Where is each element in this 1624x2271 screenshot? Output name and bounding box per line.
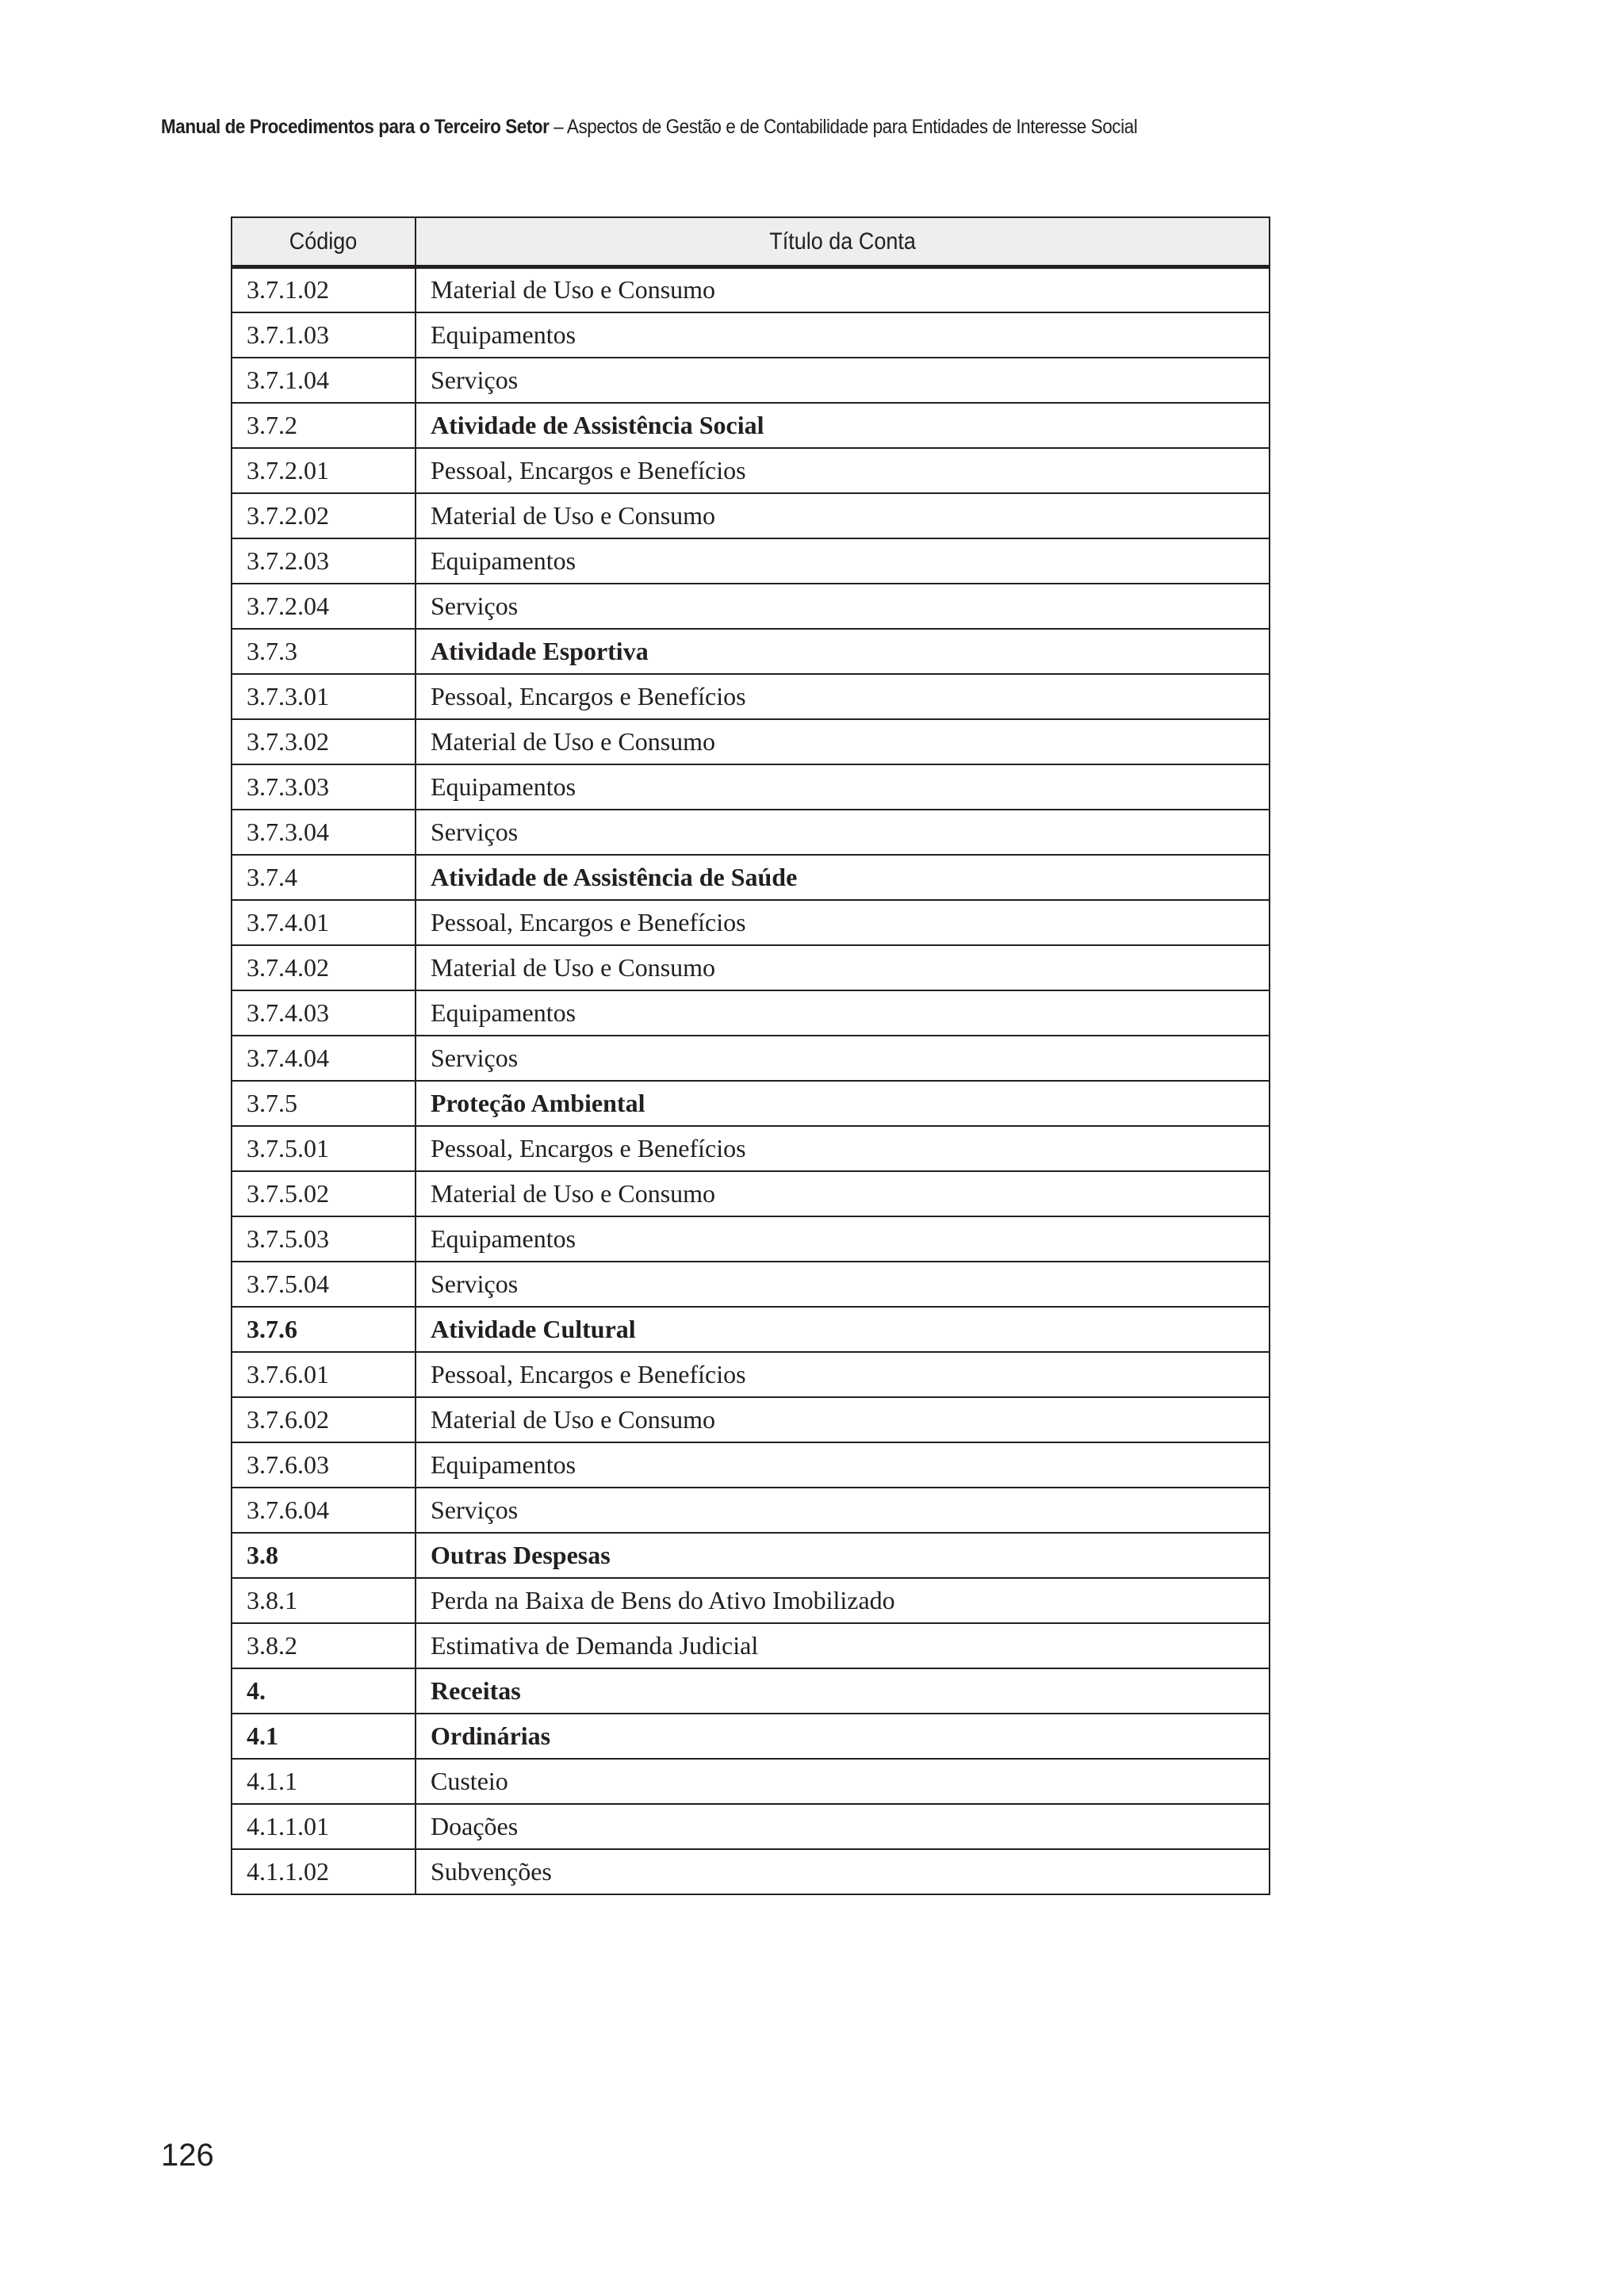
account-code-cell: 3.8.2 [232,1623,416,1668]
account-code-cell: 3.7.2.02 [232,493,416,538]
account-code-cell: 4.1.1.02 [232,1849,416,1894]
account-title-cell: Serviços [416,584,1270,629]
table-row [232,448,1270,493]
table-row [232,1307,1270,1352]
table-row [232,674,1270,719]
table-row [232,810,1270,855]
table-row [232,1714,1270,1759]
account-code-cell: 3.7.4 [232,855,416,900]
account-code-cell: 3.7.3 [232,629,416,674]
table-row [232,1081,1270,1126]
running-header [161,116,1137,139]
table-row [232,584,1270,629]
account-title-cell: Material de Uso e Consumo [416,267,1270,312]
accounts-table-container [231,216,1269,1895]
account-code-cell: 4. [232,1668,416,1714]
table-row [232,358,1270,403]
account-code-cell: 3.7.5.04 [232,1262,416,1307]
account-title-cell: Perda na Baixa de Bens do Ativo Imobilizado [416,1578,1270,1623]
account-title-cell: Pessoal, Encargos e Benefícios [416,900,1270,945]
account-title-cell: Equipamentos [416,1216,1270,1262]
account-title-cell: Material de Uso e Consumo [416,945,1270,990]
account-title-cell: Pessoal, Encargos e Benefícios [416,1126,1270,1171]
account-title-cell: Equipamentos [416,312,1270,358]
account-code-cell: 3.7.1.02 [232,267,416,312]
account-title-cell: Equipamentos [416,538,1270,584]
account-code-cell: 3.7.2.04 [232,584,416,629]
account-code-cell: 3.7.3.03 [232,764,416,810]
table-row [232,855,1270,900]
account-title-cell: Material de Uso e Consumo [416,1397,1270,1442]
account-title-cell: Estimativa de Demanda Judicial [416,1623,1270,1668]
table-row [232,1126,1270,1171]
account-title-cell: Pessoal, Encargos e Benefícios [416,1352,1270,1397]
account-title-cell: Material de Uso e Consumo [416,719,1270,764]
account-title-cell: Custeio [416,1759,1270,1804]
account-title-cell: Ordinárias [416,1714,1270,1759]
account-title-cell: Subvenções [416,1849,1270,1894]
table-row [232,403,1270,448]
table-row [232,900,1270,945]
table-row [232,1397,1270,1442]
account-title-cell: Equipamentos [416,764,1270,810]
table-row [232,312,1270,358]
table-row [232,764,1270,810]
account-title-cell: Material de Uso e Consumo [416,1171,1270,1216]
account-code-cell: 3.8.1 [232,1578,416,1623]
table-row [232,1262,1270,1307]
account-title-cell: Serviços [416,1036,1270,1081]
account-title-cell: Atividade Esportiva [416,629,1270,674]
account-code-cell: 3.7.4.03 [232,990,416,1036]
account-title-cell: Serviços [416,1262,1270,1307]
account-title-cell: Pessoal, Encargos e Benefícios [416,674,1270,719]
account-code-cell: 3.7.6.04 [232,1488,416,1533]
running-header-subtitle: – Aspectos de Gestão e de Contabilidade para Entidades de Interesse Social [549,116,1138,138]
account-code-cell: 4.1.1.01 [232,1804,416,1849]
table-row [232,538,1270,584]
account-code-cell: 3.7.3.04 [232,810,416,855]
table-header-row [232,217,1270,267]
accounts-table [231,216,1270,1895]
account-code-cell: 3.7.4.01 [232,900,416,945]
account-code-cell: 3.7.3.01 [232,674,416,719]
account-code-cell: 3.7.2 [232,403,416,448]
account-title-cell: Doações [416,1804,1270,1849]
account-code-cell: 3.7.3.02 [232,719,416,764]
table-row [232,945,1270,990]
account-title-cell: Equipamentos [416,990,1270,1036]
account-code-cell: 3.7.5.03 [232,1216,416,1262]
table-row [232,629,1270,674]
account-title-cell: Pessoal, Encargos e Benefícios [416,448,1270,493]
table-row [232,1488,1270,1533]
running-header-title: Manual de Procedimentos para o Terceiro Setor [161,116,550,138]
table-body [232,267,1270,1894]
account-title-cell: Atividade de Assistência de Saúde [416,855,1270,900]
table-row [232,1352,1270,1397]
account-title-cell: Serviços [416,358,1270,403]
account-code-cell: 3.7.6.01 [232,1352,416,1397]
table-row [232,1759,1270,1804]
account-code-cell: 3.7.5.02 [232,1171,416,1216]
account-code-cell: 3.7.4.04 [232,1036,416,1081]
account-title-cell: Atividade Cultural [416,1307,1270,1352]
table-row [232,1623,1270,1668]
table-row [232,1442,1270,1488]
account-code-cell: 3.7.6.02 [232,1397,416,1442]
account-title-cell: Atividade de Assistência Social [416,403,1270,448]
table-row [232,1171,1270,1216]
account-title-cell: Equipamentos [416,1442,1270,1488]
account-code-cell: 4.1.1 [232,1759,416,1804]
table-row [232,719,1270,764]
account-title-cell: Serviços [416,1488,1270,1533]
account-code-cell: 3.7.5 [232,1081,416,1126]
table-row [232,1036,1270,1081]
account-code-cell: 4.1 [232,1714,416,1759]
column-header-code: Código [232,217,416,267]
table-row [232,1668,1270,1714]
table-row [232,1216,1270,1262]
account-code-cell: 3.8 [232,1533,416,1578]
table-row [232,493,1270,538]
table-row [232,990,1270,1036]
account-code-cell: 3.7.6.03 [232,1442,416,1488]
account-code-cell: 3.7.1.03 [232,312,416,358]
account-title-cell: Material de Uso e Consumo [416,493,1270,538]
account-title-cell: Serviços [416,810,1270,855]
account-code-cell: 3.7.2.03 [232,538,416,584]
account-title-cell: Outras Despesas [416,1533,1270,1578]
table-row [232,1849,1270,1894]
account-code-cell: 3.7.1.04 [232,358,416,403]
account-code-cell: 3.7.6 [232,1307,416,1352]
account-code-cell: 3.7.5.01 [232,1126,416,1171]
table-row [232,1804,1270,1849]
page-number: 126 [161,2138,214,2173]
table-row [232,1533,1270,1578]
account-title-cell: Proteção Ambiental [416,1081,1270,1126]
account-title-cell: Receitas [416,1668,1270,1714]
account-code-cell: 3.7.2.01 [232,448,416,493]
table-row [232,1578,1270,1623]
column-header-title: Título da Conta [416,217,1270,267]
table-row [232,267,1270,312]
account-code-cell: 3.7.4.02 [232,945,416,990]
